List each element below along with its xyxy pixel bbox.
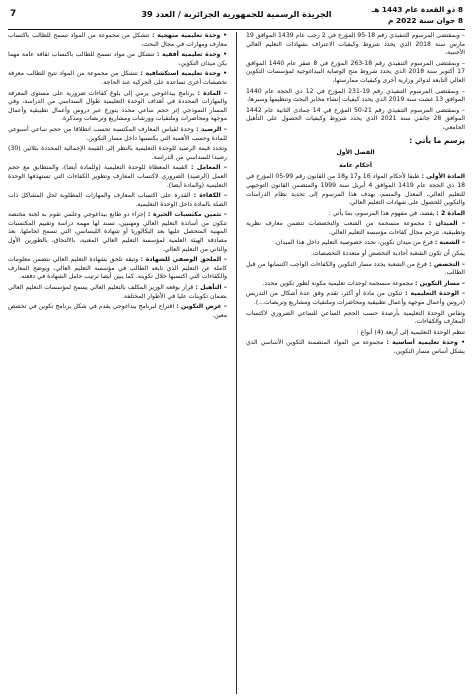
definition-label: – الوحدة التعليمية : <box>405 290 465 298</box>
definition <box>246 290 465 307</box>
definition-text: القيمة المعطاة للوحدة التعليمية (وللمادة أيضا)، والمتطابق مع حجم العمل (الرصيد) الضروري لاكتساب المعارف وتطوير الكفاءات التي تستهدفها الوحدة التعليمية (والمادة أيضا). <box>8 164 227 189</box>
page-header <box>8 3 465 30</box>
definition <box>8 126 227 143</box>
paragraph: – وبمقتضى المرسوم التنفيذي رقم 18-263 المؤرخ في 8 صفر عام 1440 الموافق 17 أكتوبر سنة 2018 الذي يحدد شروط منح الوصاية البيداغوجية لمؤسسات التكوين العالي التابعة لدوائر وزارية أخرى وكيفيات ممارستها، <box>246 59 465 84</box>
definition-text: فرع من ميدان تكوين، تحدد خصوصية التعليم داخل هذا الميدان. <box>274 239 433 247</box>
definition <box>8 90 227 124</box>
definition <box>8 192 227 209</box>
definition-text: إجراء ذو طابع بيداغوجي وعلمي تقوم به لجنة مختصة تتكون من أساتذة التعليم العالي ومهنيين، تسند لها مهمة دراسة وتقييم المكتسبات المهنية المتحصل عليها بعد البكالوريا أو شهادة الليسانس، التي تسمح لحاملها، بعد مصادقة الهيئة العلمية لمؤسسة التعليم العالي المعنية، بالالتحاق، بالطورين الأول والثاني من التعليم العالي. <box>8 211 227 253</box>
definition-label: • وحدة تعليمية استكشافية : <box>140 70 227 78</box>
definition-text: تتكون من مادة أو أكثر، تقدم وفق عدة أشكال من التدريس (دروس وأعمال موجهة وأعمال تطبيقية ومحاضرات وملتقيات ومشاريع وتربصات...). <box>246 290 465 307</box>
header-date-gregorian: 8 جوان سنة 2022 م <box>387 16 463 25</box>
definition-text: مجموعة منسجمة لوحدات تعليمية مكونة لطور تكوين محدد. <box>262 279 414 287</box>
column-divider <box>236 32 237 694</box>
decree-heading: يرسم ما يأتي : <box>409 135 465 145</box>
definition-label: – الكفاءة : <box>193 192 227 200</box>
definition-label: – تثمين مكتسبات الخبرة : <box>147 211 227 219</box>
definition-text: برنامج بيداغوجي يرمي إلى بلوغ كفاءات ضرورية على مستوى المعرفة والمهارات المحددة في أهداف الوحدة التعليمية طوال السداسي من الدراسة، وفي المسار النموذجي إثر حجم ساعي محدد يتوزع عبر دروس وأعمال تطبيقية وأعمال موجهة ومحاضرات وملتقيات وورشات ومشاريع وتربصات ومذكرة. <box>8 89 227 123</box>
definition-text: وحدة لقياس المعارف المكتسبة تحسب انطلاقا من حجم ساعي أسبوعي للمادة وحسب الأهمية التي يكتسبها داخل مسار التكوين. <box>8 125 227 142</box>
definition-label: – التخصص : <box>429 260 465 268</box>
paragraph: يمكن أن تكون الشعبة أحادية التخصص أو متعددة التخصصات. <box>310 250 465 258</box>
page-number: 7 <box>10 9 17 19</box>
definition-text: تتشكل من مواد تسمح للطالب باكتساب ثقافة عامة مهما يكن ميدان التكوين، <box>8 51 227 67</box>
chapter-title: أحكام عامة <box>338 161 373 169</box>
definition <box>8 51 227 68</box>
definition-text: مجموعة منسجمة من الشعب والتخصصات تتضمن معارف نظرية وتطبيقية، تترجم مجال كفاءات مؤسسة التعليم العالي. <box>246 220 465 236</box>
definition-label: – التأهيل : <box>195 284 227 292</box>
article-text: يقصد، في مفهوم هذا المرسوم، بما يأتي : <box>328 209 435 217</box>
article-text: طبقا لأحكام المواد 16 و17 و18 من القانون رقم 99-05 المؤرخ في 18 ذي الحجة عام 1419 الموافق 4 أبريل سنة 1999 والمتضمن القانون التوجيهي للتعليم العالي، المعدل والمتمم، يهدف هذا المرسوم إلى تحديد نظام الدراسات والتكوين للحصول على شهادات التعليم العالي. <box>246 173 465 207</box>
definition-label: – المعامل : <box>190 164 227 172</box>
definition-label: • وحدة تعليمية منهجية : <box>152 32 227 39</box>
definition <box>8 164 227 190</box>
definition-label: – مسار التكوين : <box>414 279 465 287</box>
definition-label: – المادة : <box>197 89 227 97</box>
definition-label: – الملحق الوصفي للشهادة : <box>140 256 227 264</box>
paragraph: – وبمقتضى المرسوم التنفيذي رقم 19-231 المؤرخ في 12 ذي الحجة عام 1440 الموافق 13 غشت سنة 2019 الذي يحدد كيفيات إنشاء مخابر البحث وتنظيمها وسيرها، <box>246 87 465 104</box>
right-column <box>246 32 465 694</box>
definition <box>8 70 227 87</box>
left-column <box>8 32 227 694</box>
definition <box>246 261 465 278</box>
definition-text: تتشكل من مجموعة من المواد تسمح للطالب باكتساب معارف ومهارات في مجال البحث، <box>8 32 227 48</box>
definition <box>246 220 465 237</box>
definition <box>246 239 465 248</box>
paragraph: وتقاس الوحدة التعليمية بأرصدة حسب الحجم الساعي للساعي الضروري لاكتساب المعارف والكفاءات. <box>246 309 465 326</box>
article-1 <box>246 173 465 207</box>
article-2 <box>246 210 465 219</box>
paragraph: وتحدد قيمة الرصيد للوحدة التعليمية بالنظر إلى القيمة الإجمالية المحددة بثلاثين (30) رصيدا للسداسي من الدراسة. <box>8 145 227 161</box>
definition-text: اقتراح لبرنامج بيداغوجي يقدم في شكل برنامج تكوين في تخصص معين. <box>8 303 227 319</box>
definition <box>246 280 465 289</box>
definition <box>246 339 465 356</box>
definition-text: تتشكل من مجموعة من المواد تتيح للطالب معرفة تخصصات أخرى تساعده على الحركية عند الحاجة. <box>8 70 227 86</box>
definition-label: • وحدة تعليمية أفقية : <box>156 51 227 59</box>
definition <box>8 303 227 320</box>
paragraph: تنظم الوحدة التعليمية إلى أربعة (4) أنواع : <box>356 328 465 336</box>
chapter-heading: الفصل الأول <box>336 149 375 157</box>
definition-label: – الشعبة : <box>434 239 465 247</box>
definition-text: وثيقة تلحق بشهادة التعليم العالي تتضمن معلومات كاملة عن التعليم الذي تابعه الطالب في مؤسسة التعليم العالي، ويوضح المعارف والكفاءات التي اكتسبها خلال تكوينه. كما يبين أيضا ترتيب حامل الشهادة في دفعته. <box>8 256 227 281</box>
definition-text: مجموعة من المواد المتضمنة التكوين الأساسي الذي يشكل أساس مسار التكوين، <box>246 339 465 355</box>
definition-label: – الميدان : <box>428 220 465 228</box>
definition-label: – الرصيد : <box>196 125 227 133</box>
definition-text: القدرة على اكتساب المعارف والمهارات المطلوبة لحل المشاكل ذات الصلة بالمادة داخل الوحدة التعليمية. <box>8 192 227 208</box>
definition <box>8 32 227 49</box>
header-date-hijri: 8 ذو القعدة عام 1443 هـ <box>371 5 463 14</box>
definition <box>8 284 227 301</box>
definition-label: – عرض التكوين : <box>176 303 227 311</box>
header-title: الجريدة الرسمية للجمهورية الجزائرية / العدد 39 <box>141 9 332 19</box>
article-label: المادة 2 : <box>436 209 465 217</box>
article-label: المادة الأولى : <box>421 173 465 181</box>
paragraph: – وبمقتضى المرسوم التنفيذي رقم 18-95 المؤرخ في 2 رجب عام 1439 الموافق 19 مارس سنة 2018 الذي يحدد شروط وكيفيات الاعتراف بشهادات التعليم العالي الأجنبية، <box>246 32 465 57</box>
definition-label: • وحدة تعليمية أساسية : <box>386 339 465 347</box>
definition <box>8 211 227 254</box>
paragraph: – وبمقتضى المرسوم التنفيذي رقم 21-50 المؤرخ في 14 جمادى الثانية عام 1442 الموافق 28 جانفي سنة 2021 الذي يحدد شروط وكيفيات الحصول على التأهيل الجامعي، <box>246 106 465 131</box>
definition-text: فرع من الشعبة يحدد مسار التكوين والكفاءات الواجب اكتسابها من قبل الطالب. <box>246 260 465 277</box>
definition <box>8 256 227 282</box>
definition-text: قرار يوقعه الوزير المكلف بالتعليم العالي يسمح لمؤسسات التعليم العالي بضمان تكوينات عليا في الأطوار المختلفة. <box>8 284 227 300</box>
